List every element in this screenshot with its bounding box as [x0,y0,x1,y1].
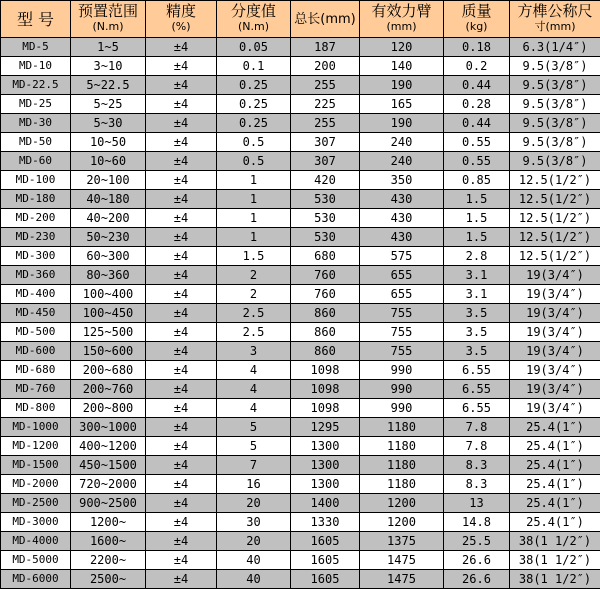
table-row [1,114,600,133]
total-length-cell: 307 [291,152,360,171]
division-cell: 0.25 [217,76,291,95]
effective-arm-cell: 990 [360,380,444,399]
mass-cell: 3.5 [444,304,510,323]
preset-range-cell: 200~760 [71,380,146,399]
preset-range-cell: 50~230 [71,228,146,247]
total-length-cell: 187 [291,38,360,57]
table-row [1,570,600,589]
mass-cell: 6.55 [444,361,510,380]
header-accuracy: 精度 (%) [146,1,217,38]
division-cell: 20 [217,532,291,551]
model-cell: MD-180 [1,190,71,209]
accuracy-cell: ±4 [146,57,217,76]
table-row [1,475,600,494]
division-cell: 4 [217,399,291,418]
total-length-cell: 1098 [291,361,360,380]
mass-cell: 0.28 [444,95,510,114]
accuracy-cell: ±4 [146,38,217,57]
table-row [1,76,600,95]
preset-range-cell: 5~25 [71,95,146,114]
mass-cell: 0.2 [444,57,510,76]
effective-arm-cell: 1180 [360,475,444,494]
square-drive-cell: 19(3/4″) [510,361,600,380]
mass-cell: 3.1 [444,285,510,304]
effective-arm-cell: 755 [360,323,444,342]
accuracy-cell: ±4 [146,380,217,399]
total-length-cell: 255 [291,114,360,133]
table-row [1,38,600,57]
total-length-cell: 200 [291,57,360,76]
division-cell: 0.5 [217,133,291,152]
effective-arm-cell: 655 [360,266,444,285]
total-length-cell: 760 [291,266,360,285]
header-effective-arm: 有效力臂 (mm) [360,1,444,38]
total-length-cell: 860 [291,323,360,342]
total-length-cell: 760 [291,285,360,304]
accuracy-cell: ±4 [146,76,217,95]
division-cell: 40 [217,551,291,570]
effective-arm-cell: 430 [360,209,444,228]
square-drive-cell: 25.4(1″) [510,418,600,437]
square-drive-cell: 38(1 1/2″) [510,551,600,570]
total-length-cell: 530 [291,209,360,228]
table-row [1,95,600,114]
division-cell: 20 [217,494,291,513]
mass-cell: 3.5 [444,342,510,361]
square-drive-cell: 9.5(3/8″) [510,76,600,95]
square-drive-cell: 25.4(1″) [510,513,600,532]
square-drive-cell: 12.5(1/2″) [510,228,600,247]
accuracy-cell: ±4 [146,266,217,285]
accuracy-cell: ±4 [146,456,217,475]
accuracy-cell: ±4 [146,570,217,589]
model-cell: MD-230 [1,228,71,247]
division-cell: 40 [217,570,291,589]
preset-range-cell: 150~600 [71,342,146,361]
division-cell: 1 [217,228,291,247]
model-cell: MD-600 [1,342,71,361]
mass-cell: 25.5 [444,532,510,551]
square-drive-cell: 9.5(3/8″) [510,95,600,114]
total-length-cell: 530 [291,228,360,247]
mass-cell: 2.8 [444,247,510,266]
square-drive-cell: 9.5(3/8″) [510,152,600,171]
total-length-cell: 1300 [291,437,360,456]
total-length-cell: 307 [291,133,360,152]
square-drive-cell: 9.5(3/8″) [510,114,600,133]
accuracy-cell: ±4 [146,304,217,323]
square-drive-cell: 12.5(1/2″) [510,247,600,266]
accuracy-cell: ±4 [146,342,217,361]
division-cell: 2 [217,285,291,304]
accuracy-cell: ±4 [146,437,217,456]
square-drive-cell: 9.5(3/8″) [510,57,600,76]
accuracy-cell: ±4 [146,361,217,380]
mass-cell: 0.55 [444,133,510,152]
model-cell: MD-2500 [1,494,71,513]
table-row [1,551,600,570]
model-cell: MD-680 [1,361,71,380]
accuracy-cell: ±4 [146,247,217,266]
accuracy-cell: ±4 [146,95,217,114]
model-cell: MD-800 [1,399,71,418]
square-drive-cell: 25.4(1″) [510,475,600,494]
table-row [1,456,600,475]
model-cell: MD-1200 [1,437,71,456]
table-row [1,57,600,76]
table-row [1,361,600,380]
division-cell: 1 [217,190,291,209]
effective-arm-cell: 1180 [360,418,444,437]
division-cell: 30 [217,513,291,532]
accuracy-cell: ±4 [146,285,217,304]
total-length-cell: 1300 [291,456,360,475]
model-cell: MD-1000 [1,418,71,437]
square-drive-cell: 9.5(3/8″) [510,133,600,152]
effective-arm-cell: 190 [360,76,444,95]
mass-cell: 6.55 [444,399,510,418]
mass-cell: 1.5 [444,190,510,209]
effective-arm-cell: 1180 [360,437,444,456]
mass-cell: 7.8 [444,437,510,456]
header-mass: 质量 (kg) [444,1,510,38]
table-row [1,342,600,361]
preset-range-cell: 60~300 [71,247,146,266]
preset-range-cell: 125~500 [71,323,146,342]
table-row [1,304,600,323]
table-row [1,228,600,247]
table-row [1,513,600,532]
square-drive-cell: 6.3(1/4″) [510,38,600,57]
square-drive-cell: 12.5(1/2″) [510,171,600,190]
accuracy-cell: ±4 [146,190,217,209]
model-cell: MD-2000 [1,475,71,494]
total-length-cell: 225 [291,95,360,114]
preset-range-cell: 450~1500 [71,456,146,475]
effective-arm-cell: 430 [360,190,444,209]
square-drive-cell: 19(3/4″) [510,323,600,342]
division-cell: 7 [217,456,291,475]
effective-arm-cell: 1180 [360,456,444,475]
total-length-cell: 420 [291,171,360,190]
total-length-cell: 1605 [291,532,360,551]
total-length-cell: 1605 [291,570,360,589]
square-drive-cell: 38(1 1/2″) [510,532,600,551]
total-length-cell: 1300 [291,475,360,494]
model-cell: MD-10 [1,57,71,76]
accuracy-cell: ±4 [146,475,217,494]
header-preset-range: 预置范围 (N.m) [71,1,146,38]
model-cell: MD-200 [1,209,71,228]
effective-arm-cell: 755 [360,342,444,361]
accuracy-cell: ±4 [146,418,217,437]
preset-range-cell: 100~400 [71,285,146,304]
header-square-drive: 方榫公称尺 寸(mm) [510,1,600,38]
square-drive-cell: 12.5(1/2″) [510,190,600,209]
model-cell: MD-100 [1,171,71,190]
header-row [1,1,600,38]
square-drive-cell: 25.4(1″) [510,456,600,475]
mass-cell: 26.6 [444,551,510,570]
effective-arm-cell: 240 [360,152,444,171]
table-row [1,380,600,399]
total-length-cell: 1605 [291,551,360,570]
model-cell: MD-22.5 [1,76,71,95]
model-cell: MD-60 [1,152,71,171]
effective-arm-cell: 1475 [360,570,444,589]
mass-cell: 0.85 [444,171,510,190]
table-row [1,532,600,551]
preset-range-cell: 1~5 [71,38,146,57]
table-row [1,494,600,513]
total-length-cell: 1098 [291,399,360,418]
division-cell: 0.5 [217,152,291,171]
header-model: 型 号 [1,1,71,38]
accuracy-cell: ±4 [146,114,217,133]
effective-arm-cell: 165 [360,95,444,114]
table-row [1,171,600,190]
model-cell: MD-300 [1,247,71,266]
total-length-cell: 530 [291,190,360,209]
model-cell: MD-5 [1,38,71,57]
accuracy-cell: ±4 [146,152,217,171]
square-drive-cell: 12.5(1/2″) [510,209,600,228]
accuracy-cell: ±4 [146,532,217,551]
model-cell: MD-1500 [1,456,71,475]
accuracy-cell: ±4 [146,133,217,152]
division-cell: 0.05 [217,38,291,57]
accuracy-cell: ±4 [146,494,217,513]
table-row [1,285,600,304]
mass-cell: 14.8 [444,513,510,532]
division-cell: 2 [217,266,291,285]
table-row [1,190,600,209]
effective-arm-cell: 350 [360,171,444,190]
square-drive-cell: 25.4(1″) [510,437,600,456]
model-cell: MD-760 [1,380,71,399]
effective-arm-cell: 990 [360,361,444,380]
effective-arm-cell: 575 [360,247,444,266]
preset-range-cell: 2500~ [71,570,146,589]
effective-arm-cell: 1375 [360,532,444,551]
accuracy-cell: ±4 [146,228,217,247]
division-cell: 0.25 [217,95,291,114]
division-cell: 5 [217,418,291,437]
effective-arm-cell: 990 [360,399,444,418]
preset-range-cell: 200~800 [71,399,146,418]
model-cell: MD-4000 [1,532,71,551]
effective-arm-cell: 1200 [360,513,444,532]
mass-cell: 0.55 [444,152,510,171]
square-drive-cell: 19(3/4″) [510,304,600,323]
table-row [1,323,600,342]
effective-arm-cell: 1475 [360,551,444,570]
accuracy-cell: ±4 [146,513,217,532]
effective-arm-cell: 755 [360,304,444,323]
model-cell: MD-360 [1,266,71,285]
mass-cell: 3.5 [444,323,510,342]
square-drive-cell: 19(3/4″) [510,285,600,304]
table-row [1,266,600,285]
accuracy-cell: ±4 [146,323,217,342]
table-row [1,437,600,456]
division-cell: 3 [217,342,291,361]
preset-range-cell: 1200~ [71,513,146,532]
preset-range-cell: 40~180 [71,190,146,209]
table-row [1,209,600,228]
accuracy-cell: ±4 [146,399,217,418]
model-cell: MD-500 [1,323,71,342]
effective-arm-cell: 190 [360,114,444,133]
preset-range-cell: 720~2000 [71,475,146,494]
total-length-cell: 255 [291,76,360,95]
preset-range-cell: 3~10 [71,57,146,76]
model-cell: MD-25 [1,95,71,114]
division-cell: 4 [217,361,291,380]
mass-cell: 26.6 [444,570,510,589]
header-division: 分度值 (N.m) [217,1,291,38]
total-length-cell: 1400 [291,494,360,513]
division-cell: 1.5 [217,247,291,266]
division-cell: 0.1 [217,57,291,76]
effective-arm-cell: 430 [360,228,444,247]
model-cell: MD-5000 [1,551,71,570]
preset-range-cell: 300~1000 [71,418,146,437]
preset-range-cell: 2200~ [71,551,146,570]
preset-range-cell: 40~200 [71,209,146,228]
total-length-cell: 680 [291,247,360,266]
division-cell: 5 [217,437,291,456]
mass-cell: 0.44 [444,76,510,95]
mass-cell: 0.44 [444,114,510,133]
model-cell: MD-400 [1,285,71,304]
division-cell: 2.5 [217,323,291,342]
accuracy-cell: ±4 [146,209,217,228]
table-row [1,152,600,171]
model-cell: MD-450 [1,304,71,323]
table-row [1,247,600,266]
preset-range-cell: 400~1200 [71,437,146,456]
total-length-cell: 1098 [291,380,360,399]
total-length-cell: 860 [291,304,360,323]
mass-cell: 8.3 [444,475,510,494]
accuracy-cell: ±4 [146,551,217,570]
effective-arm-cell: 240 [360,133,444,152]
effective-arm-cell: 120 [360,38,444,57]
mass-cell: 1.5 [444,209,510,228]
total-length-cell: 860 [291,342,360,361]
model-cell: MD-50 [1,133,71,152]
accuracy-cell: ±4 [146,171,217,190]
square-drive-cell: 38(1 1/2″) [510,570,600,589]
division-cell: 2.5 [217,304,291,323]
preset-range-cell: 80~360 [71,266,146,285]
square-drive-cell: 19(3/4″) [510,266,600,285]
table-row [1,399,600,418]
model-cell: MD-3000 [1,513,71,532]
effective-arm-cell: 140 [360,57,444,76]
mass-cell: 1.5 [444,228,510,247]
total-length-cell: 1330 [291,513,360,532]
model-cell: MD-6000 [1,570,71,589]
preset-range-cell: 5~30 [71,114,146,133]
table-row [1,418,600,437]
mass-cell: 8.3 [444,456,510,475]
division-cell: 1 [217,209,291,228]
square-drive-cell: 19(3/4″) [510,399,600,418]
table-row [1,133,600,152]
preset-range-cell: 200~680 [71,361,146,380]
division-cell: 1 [217,171,291,190]
effective-arm-cell: 1200 [360,494,444,513]
square-drive-cell: 19(3/4″) [510,342,600,361]
header-total-length: 总长(mm) [291,1,360,38]
mass-cell: 3.1 [444,266,510,285]
preset-range-cell: 900~2500 [71,494,146,513]
preset-range-cell: 20~100 [71,171,146,190]
table-body [1,38,600,589]
effective-arm-cell: 655 [360,285,444,304]
mass-cell: 7.8 [444,418,510,437]
mass-cell: 13 [444,494,510,513]
preset-range-cell: 10~60 [71,152,146,171]
mass-cell: 6.55 [444,380,510,399]
preset-range-cell: 5~22.5 [71,76,146,95]
total-length-cell: 1295 [291,418,360,437]
preset-range-cell: 10~50 [71,133,146,152]
division-cell: 4 [217,380,291,399]
division-cell: 16 [217,475,291,494]
preset-range-cell: 1600~ [71,532,146,551]
square-drive-cell: 19(3/4″) [510,380,600,399]
square-drive-cell: 25.4(1″) [510,494,600,513]
division-cell: 0.25 [217,114,291,133]
model-cell: MD-30 [1,114,71,133]
preset-range-cell: 100~450 [71,304,146,323]
mass-cell: 0.18 [444,38,510,57]
